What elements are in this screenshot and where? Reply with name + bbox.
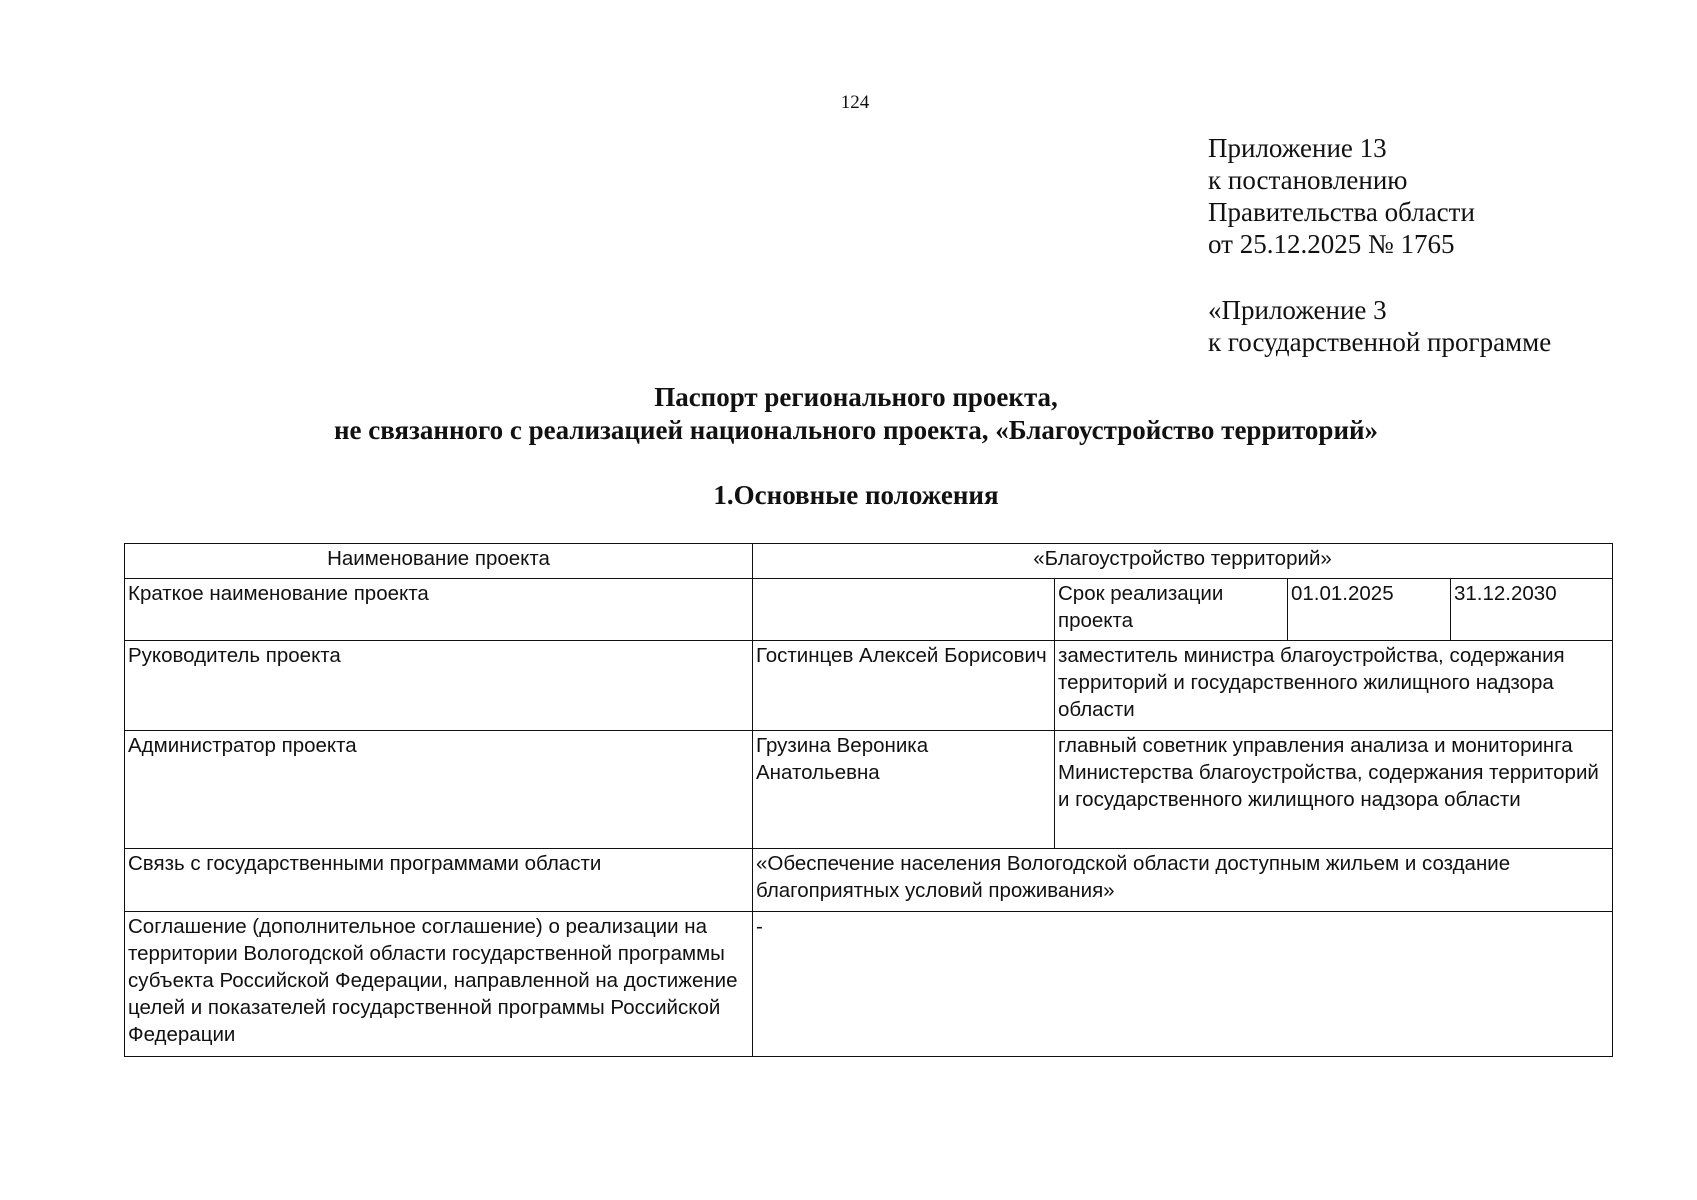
head-name: Гостинцев Алексей Борисович <box>756 644 1047 667</box>
name-value-cell <box>753 544 1613 579</box>
agreement-label: Соглашение (дополнительное соглашение) о реализации на территории Вологодской области государственной программы субъекта Российской Федерации, направленной на достижение целей и показателей государственной программы Российской Федерации <box>128 915 738 1046</box>
section-title: 1.Основные положения <box>713 480 999 510</box>
head-label: Руководитель проекта <box>128 644 341 667</box>
page-number: 124 <box>840 92 870 113</box>
programs-label-cell <box>125 849 753 912</box>
appendix-sub-line: «Приложение 3 <box>1208 295 1387 325</box>
short-name-value-cell <box>753 579 1055 641</box>
name-label-cell <box>125 544 753 579</box>
head-position-cell <box>1055 641 1613 731</box>
project-passport-table <box>124 543 1613 1057</box>
table-row <box>125 731 1613 849</box>
table-row <box>125 849 1613 912</box>
table-row <box>125 579 1613 641</box>
term-label: Срок реализации проекта <box>1058 582 1224 632</box>
admin-label-cell <box>125 731 753 849</box>
admin-position-cell <box>1055 731 1613 849</box>
term-end-cell <box>1451 579 1613 641</box>
programs-value-cell <box>753 849 1613 912</box>
agreement-value: - <box>756 915 763 938</box>
admin-label: Администратор проекта <box>128 734 357 757</box>
agreement-label-cell <box>125 912 753 1057</box>
head-label-cell <box>125 641 753 731</box>
appendix-sub-line: к государственной программе <box>1208 327 1552 357</box>
programs-value: «Обеспечение населения Вологодской области доступным жильем и создание благоприятных условий проживания» <box>756 852 1511 902</box>
short-name-label: Краткое наименование проекта <box>128 582 429 605</box>
appendix-gap <box>1208 260 1551 294</box>
term-start: 01.01.2025 <box>1291 582 1394 605</box>
term-start-cell <box>1288 579 1451 641</box>
head-position: заместитель министра благоустройства, содержания территорий и государственного жилищного надзора области <box>1058 644 1565 721</box>
document-title <box>0 381 1697 447</box>
appendix-line: к постановлению <box>1208 165 1408 195</box>
table-row <box>125 912 1613 1057</box>
admin-position: главный советник управления анализа и мониторинга Министерства благоустройства, содержания территорий и государственного жилищного надзора области <box>1058 734 1599 811</box>
admin-name: Грузина Вероника Анатольевна <box>756 734 929 784</box>
appendix-block <box>1208 132 1551 358</box>
appendix-line: от 25.12.2025 № 1765 <box>1208 229 1455 259</box>
head-name-cell <box>753 641 1055 731</box>
admin-name-cell <box>753 731 1055 849</box>
term-label-cell <box>1055 579 1288 641</box>
table-row <box>125 641 1613 731</box>
name-label: Наименование проекта <box>327 547 550 570</box>
agreement-value-cell <box>753 912 1613 1057</box>
short-name-label-cell <box>125 579 753 641</box>
name-value: «Благоустройство территорий» <box>1033 547 1332 570</box>
appendix-line: Правительства области <box>1208 197 1475 227</box>
document-title-line-2: не связанного с реализацией национального проекта, «Благоустройство территорий» <box>333 415 1379 445</box>
table-row <box>125 544 1613 579</box>
document-title-line-1: Паспорт регионального проекта, <box>654 382 1058 412</box>
term-end: 31.12.2030 <box>1454 582 1557 605</box>
programs-label: Связь с государственными программами области <box>128 852 602 875</box>
appendix-line: Приложение 13 <box>1208 133 1387 163</box>
